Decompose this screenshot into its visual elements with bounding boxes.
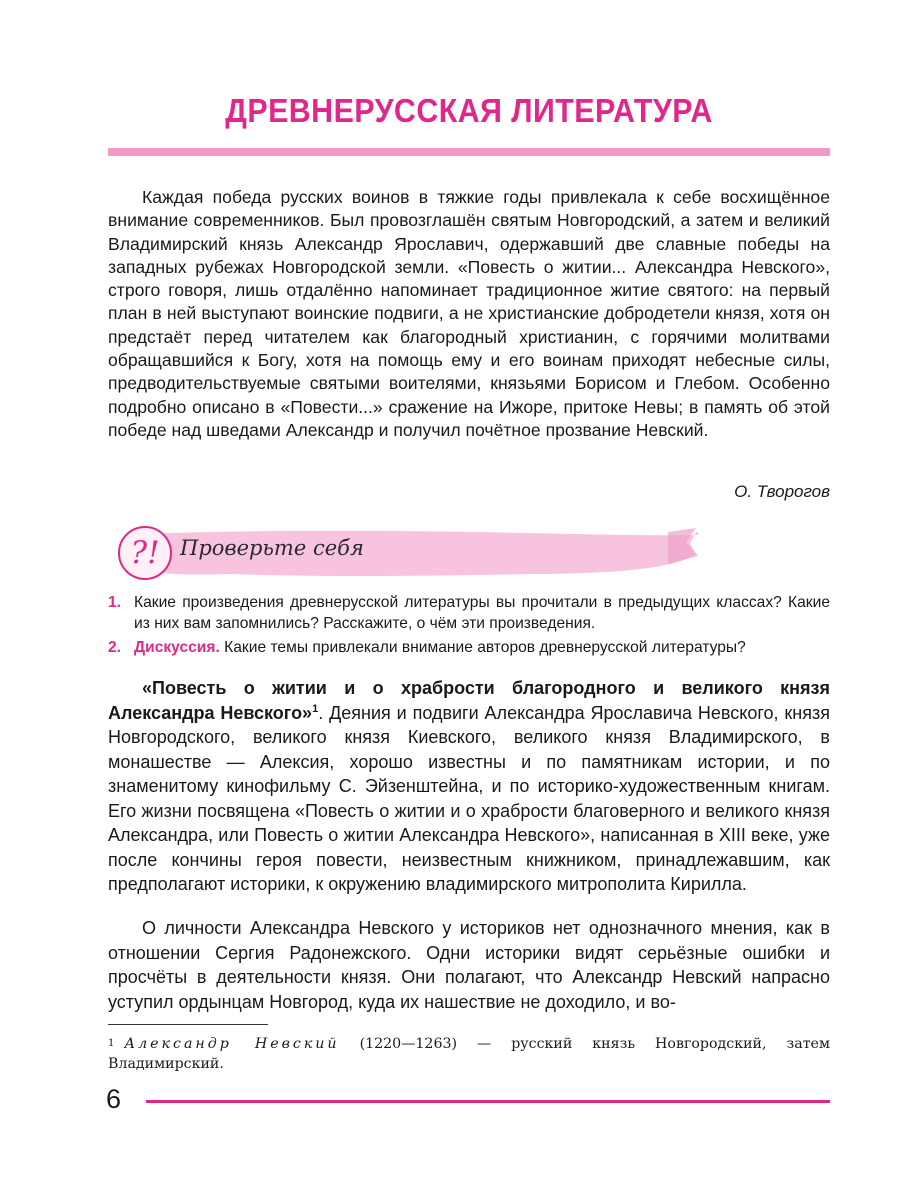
banner-label: Проверьте себя (180, 536, 364, 560)
footnote-mark: 1 (108, 1038, 115, 1049)
footer-rule (146, 1100, 830, 1103)
question-number: 2. (108, 639, 122, 656)
footnote-reference: 1 (312, 702, 319, 715)
question-exclamation-icon: ?! (118, 526, 172, 580)
footnote-text: (1220—1263) — русский князь Новгородский, затем Владимирский. (108, 1036, 830, 1072)
question-number: 1. (108, 594, 122, 611)
footnote (108, 1034, 830, 1074)
main-paragraph-2: О личности Александра Невского у историков нет однозначного мнения, как в отношении Сергия Радонежского. Одни историки видят серьёзные ошибки и просчёты в деятельности князя. Они полагают, что Александр Невский напрасно уступил ордынцам Новгород, куда их нашествие не доходило, и во- (108, 918, 830, 1012)
page-title: ДРЕВНЕРУССКАЯ ЛИТЕРАТУРА (225, 92, 713, 129)
question-item (108, 637, 830, 658)
question-keyword: Дискуссия. (134, 639, 220, 656)
check-yourself-banner (108, 524, 698, 582)
footnote-name: Александр Невский (124, 1036, 340, 1052)
work-title-lead: «Повесть о житии и о храбрости благородного и великого князя Александра Невского» (108, 678, 830, 723)
intro-author: О. Творогов (734, 482, 830, 501)
main-paragraph-1 (108, 676, 830, 897)
intro-paragraph: Каждая победа русских воинов в тяжкие годы привлекала к себе восхищённое внимание современников. Был провозглашён святым Новгородский, а затем и великий Владимирский князь Александр Ярославич, одержавший две славные победы на западных рубежах Новгородской земли. «Повесть о житии... Александра Невского», строго говоря, лишь отдалённо напоминает традиционное житие святого: на первый план в ней выступают воинские подвиги, а не христианские добродетели князя, хотя он предстаёт перед читателем как благородный христианин, с горячими молитвами обращавшийся к Богу, хотя на помощь ему и его воинам приходят небесные силы, предводительствуемые святыми воителями, князьями Борисом и Глебом. Особенно подробно описано в «Повести...» сражение на Ижоре, притоке Невы; в память об этой победе над шведами Александр и получил почётное прозвание Невский. (108, 187, 830, 440)
footnote-separator (108, 1024, 268, 1025)
title-underline (108, 148, 830, 156)
main-paragraph-1-text: . Деяния и подвиги Александра Ярославича Невского, князя Новгородского, великого князя Киевского, великого князя Владимирского, в монашестве — Алексия, хорошо известны и по памятникам истории, и по знаменитому кинофильму С. Эйзенштейна, и по историко-художественным книгам. Его жизни посвящена «Повесть о житии и о храбрости благоверного и великого князя Александра, или Повесть о житии Александра Невского», написанная в XIII веке, уже после кончины героя повести, неизвестным книжником, принадлежавшим, как предполагают историки, к окружению владимирского митрополита Кирилла. (108, 702, 830, 894)
question-text: Какие произведения древнерусской литературы вы прочитали в предыдущих классах? Какие из них вам запомнились? Расскажите, о чём эти произведения. (134, 594, 830, 632)
question-list (108, 592, 830, 661)
question-text: Какие темы привлекали внимание авторов древнерусской литературы? (224, 639, 746, 656)
question-item (108, 592, 830, 634)
page-number: 6 (106, 1084, 122, 1114)
